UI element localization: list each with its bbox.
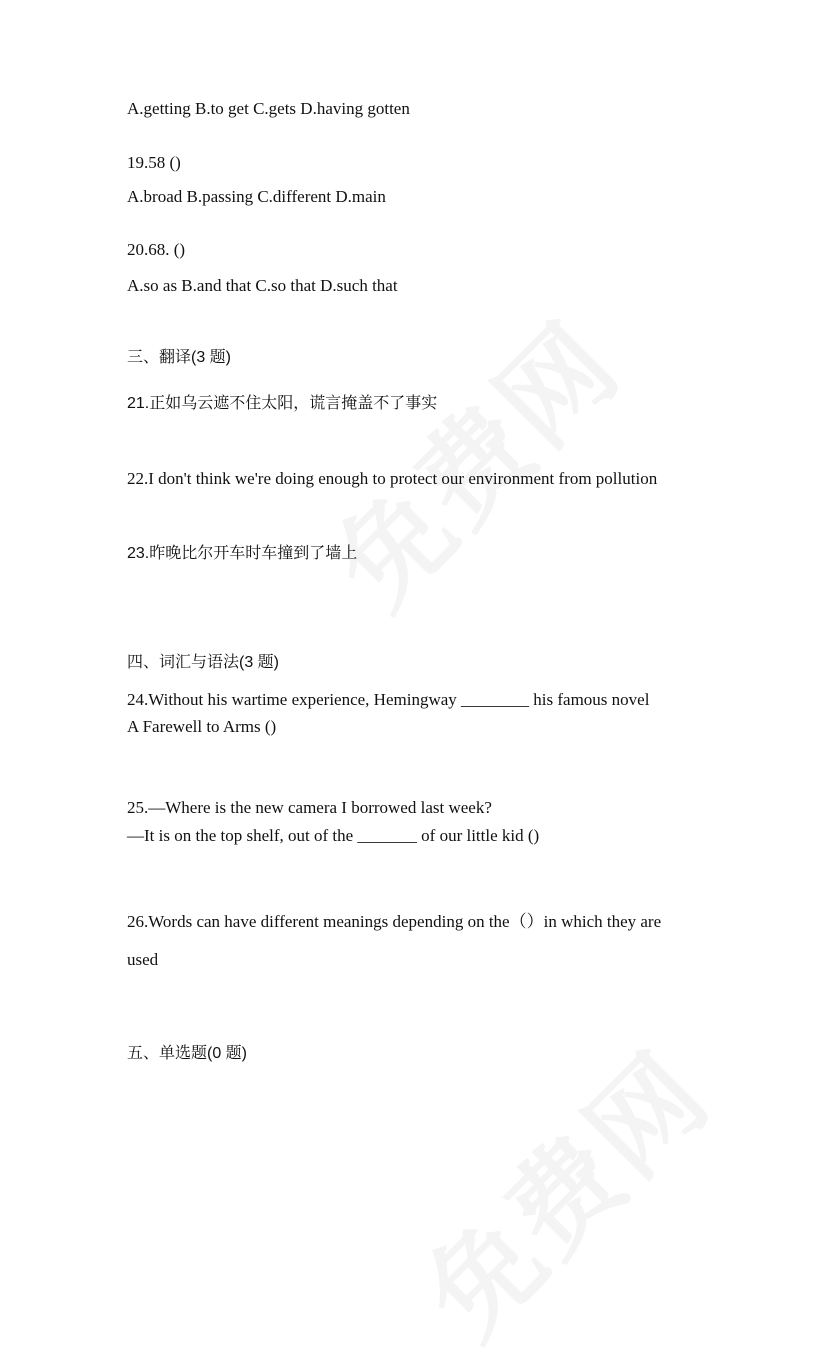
q18-options: A.getting B.to get C.gets D.having gotten: [127, 99, 410, 118]
q25-line-1: 25.—Where is the new camera I borrowed last week?: [127, 798, 492, 817]
q23-stem: 23.昨晚比尔开车时车撞到了墙上: [127, 545, 358, 562]
q19-options: A.broad B.passing C.different D.main: [127, 187, 386, 206]
q20-options: A.so as B.and that C.so that D.such that: [127, 276, 398, 295]
q20-stem: 20.68. (): [127, 240, 186, 259]
section-3-heading: 三、翻译(3 题): [127, 349, 232, 366]
q21-stem: 21.正如乌云遮不住太阳，谎言掩盖不了事实: [127, 395, 438, 412]
q24-line-2: A Farewell to Arms (): [127, 717, 277, 736]
watermark: [294, 282, 648, 636]
q25-line-2: —It is on the top shelf, out of the _______ of our little kid (): [127, 826, 540, 845]
q26-line-2: used: [127, 950, 159, 969]
q26-line-1: 26.Words can have different meanings depending on the（）in which they are: [127, 912, 662, 931]
q24-line-1: 24.Without his wartime experience, Hemingway ________ his famous novel: [127, 690, 650, 709]
section-5-heading: 五、单选题(0 题): [127, 1045, 248, 1062]
q19-stem: 19.58 (): [127, 153, 181, 172]
watermark-bottom: [384, 1012, 738, 1366]
q22-stem: 22.I don't think we're doing enough to protect our environment from pollution: [127, 469, 658, 488]
section-4-heading: 四、词汇与语法(3 题): [127, 654, 280, 671]
